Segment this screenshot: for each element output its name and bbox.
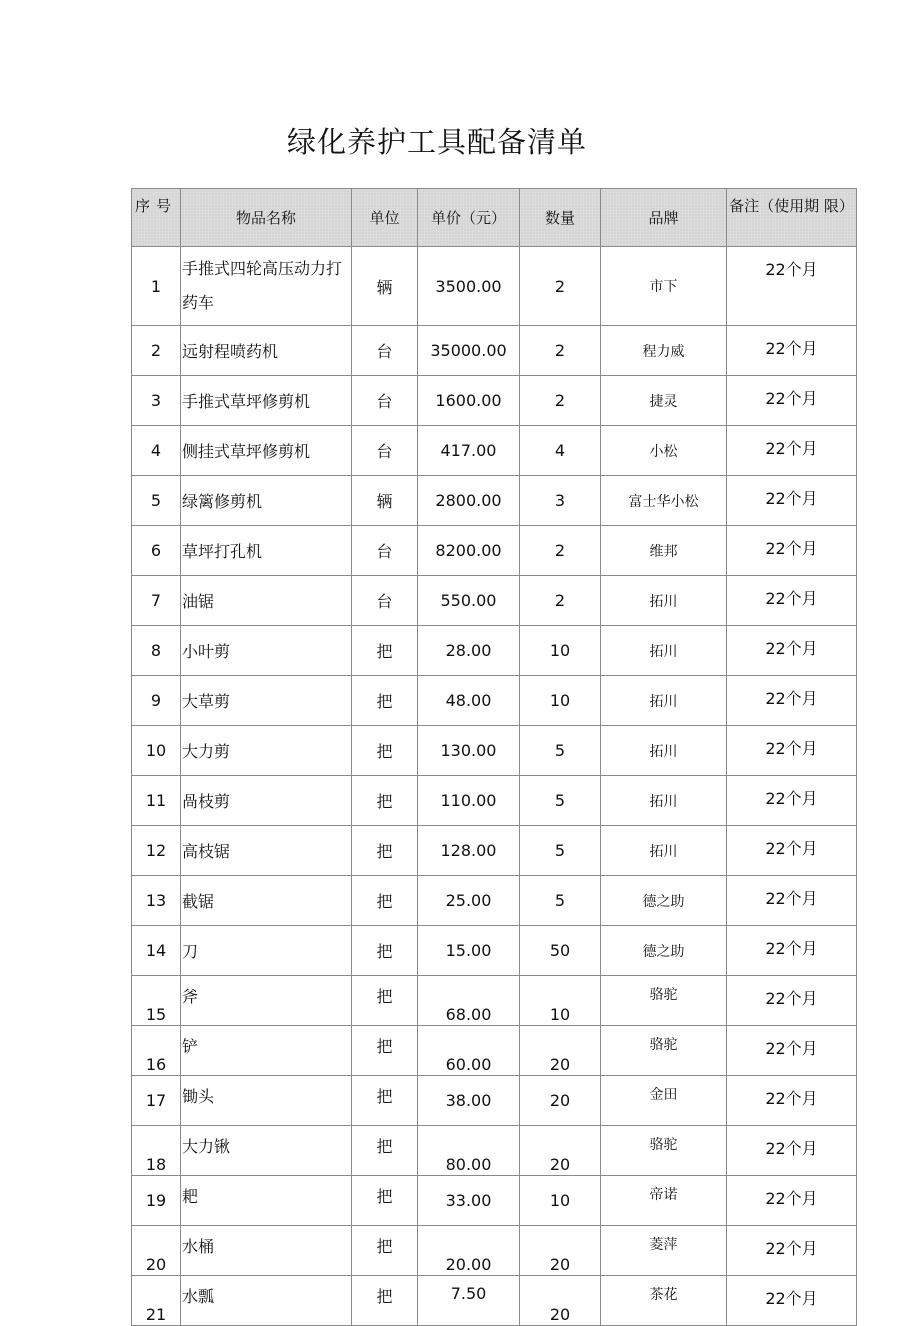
item-note: 22个月 — [727, 576, 857, 626]
page-title: 绿化养护工具配备清单 — [287, 125, 588, 159]
item-name: 斧 — [181, 976, 352, 1026]
table-row — [132, 476, 857, 526]
header-unit: 单位 — [352, 189, 418, 247]
item-quantity: 2 — [520, 376, 601, 426]
row-number: 10 — [132, 726, 181, 776]
item-quantity: 10 — [520, 976, 601, 1026]
item-note: 22个月 — [727, 626, 857, 676]
item-quantity: 20 — [520, 1226, 601, 1276]
item-unit: 把 — [352, 926, 418, 976]
item-quantity: 5 — [520, 826, 601, 876]
table-row — [132, 876, 857, 926]
item-unit: 把 — [352, 1276, 418, 1326]
item-name: 高枝锯 — [181, 826, 352, 876]
row-number: 8 — [132, 626, 181, 676]
table-row — [132, 426, 857, 476]
row-number: 5 — [132, 476, 181, 526]
item-unit: 把 — [352, 826, 418, 876]
item-brand: 维邦 — [601, 526, 727, 576]
item-brand: 金田 — [601, 1076, 727, 1126]
item-quantity: 20 — [520, 1276, 601, 1326]
item-note: 22个月 — [727, 426, 857, 476]
item-name: 手推式草坪修剪机 — [181, 376, 352, 426]
item-unit: 把 — [352, 1076, 418, 1126]
item-price: 3500.00 — [418, 247, 520, 326]
item-price: 1600.00 — [418, 376, 520, 426]
item-name: 侧挂式草坪修剪机 — [181, 426, 352, 476]
item-note: 22个月 — [727, 1276, 857, 1326]
header-seq: 序号 — [132, 189, 181, 247]
item-unit: 把 — [352, 1126, 418, 1176]
row-number: 18 — [132, 1126, 181, 1176]
table-row — [132, 626, 857, 676]
table-row — [132, 1276, 857, 1326]
item-unit: 辆 — [352, 476, 418, 526]
row-number: 11 — [132, 776, 181, 826]
item-name: 锄头 — [181, 1076, 352, 1126]
item-name: 油锯 — [181, 576, 352, 626]
item-note: 22个月 — [727, 976, 857, 1026]
item-unit: 把 — [352, 1176, 418, 1226]
item-quantity: 3 — [520, 476, 601, 526]
table-body — [132, 247, 857, 1326]
item-name: 手推式四轮高压动力打药车 — [181, 247, 352, 326]
item-brand: 骆驼 — [601, 976, 727, 1026]
item-name: 绿篱修剪机 — [181, 476, 352, 526]
item-quantity: 50 — [520, 926, 601, 976]
item-note: 22个月 — [727, 1176, 857, 1226]
table-row — [132, 526, 857, 576]
item-price: 128.00 — [418, 826, 520, 876]
item-price: 60.00 — [418, 1026, 520, 1076]
item-brand: 拓川 — [601, 726, 727, 776]
row-number: 21 — [132, 1276, 181, 1326]
table-row — [132, 826, 857, 876]
item-price: 550.00 — [418, 576, 520, 626]
item-note: 22个月 — [727, 326, 857, 376]
row-number: 19 — [132, 1176, 181, 1226]
table-row — [132, 326, 857, 376]
item-quantity: 5 — [520, 776, 601, 826]
row-number: 9 — [132, 676, 181, 726]
item-brand: 拓川 — [601, 576, 727, 626]
item-brand: 德之助 — [601, 926, 727, 976]
item-name: 大草剪 — [181, 676, 352, 726]
item-price: 7.50 — [418, 1276, 520, 1326]
item-brand: 市下 — [601, 247, 727, 326]
item-price: 2800.00 — [418, 476, 520, 526]
item-name: 远射程喷药机 — [181, 326, 352, 376]
item-brand: 帝诺 — [601, 1176, 727, 1226]
header-brand: 品牌 — [601, 189, 727, 247]
item-quantity: 20 — [520, 1076, 601, 1126]
item-brand: 菱萍 — [601, 1226, 727, 1276]
table-row — [132, 776, 857, 826]
item-note: 22个月 — [727, 376, 857, 426]
item-name: 耙 — [181, 1176, 352, 1226]
item-quantity: 2 — [520, 247, 601, 326]
item-note: 22个月 — [727, 676, 857, 726]
item-price: 25.00 — [418, 876, 520, 926]
row-number: 1 — [132, 247, 181, 326]
table-row — [132, 1226, 857, 1276]
item-price: 48.00 — [418, 676, 520, 726]
item-quantity: 20 — [520, 1126, 601, 1176]
table-row — [132, 1176, 857, 1226]
row-number: 7 — [132, 576, 181, 626]
item-price: 110.00 — [418, 776, 520, 826]
row-number: 3 — [132, 376, 181, 426]
row-number: 12 — [132, 826, 181, 876]
table-row — [132, 976, 857, 1026]
row-number: 15 — [132, 976, 181, 1026]
item-note: 22个月 — [727, 1076, 857, 1126]
item-name: 大力剪 — [181, 726, 352, 776]
item-quantity: 5 — [520, 876, 601, 926]
item-name: 草坪打孔机 — [181, 526, 352, 576]
item-unit: 把 — [352, 676, 418, 726]
item-name: 大力锹 — [181, 1126, 352, 1176]
item-name: 咼枝剪 — [181, 776, 352, 826]
item-note: 22个月 — [727, 876, 857, 926]
item-quantity: 5 — [520, 726, 601, 776]
row-number: 20 — [132, 1226, 181, 1276]
item-brand: 茶花 — [601, 1276, 727, 1326]
item-quantity: 10 — [520, 676, 601, 726]
row-number: 6 — [132, 526, 181, 576]
header-price: 单价（元） — [418, 189, 520, 247]
row-number: 16 — [132, 1026, 181, 1076]
item-name: 小叶剪 — [181, 626, 352, 676]
item-price: 35000.00 — [418, 326, 520, 376]
item-brand: 小松 — [601, 426, 727, 476]
item-unit: 把 — [352, 1226, 418, 1276]
item-price: 80.00 — [418, 1126, 520, 1176]
item-brand: 拓川 — [601, 676, 727, 726]
table-row — [132, 1026, 857, 1076]
table-row — [132, 1126, 857, 1176]
table-row — [132, 247, 857, 326]
item-note: 22个月 — [727, 247, 857, 326]
table-row — [132, 1076, 857, 1126]
item-name: 水瓢 — [181, 1276, 352, 1326]
item-price: 8200.00 — [418, 526, 520, 576]
table-header-row — [132, 189, 857, 247]
row-number: 14 — [132, 926, 181, 976]
item-brand: 拓川 — [601, 776, 727, 826]
item-unit: 台 — [352, 426, 418, 476]
item-unit: 台 — [352, 326, 418, 376]
item-price: 38.00 — [418, 1076, 520, 1126]
item-quantity: 20 — [520, 1026, 601, 1076]
item-unit: 把 — [352, 1026, 418, 1076]
item-brand: 德之助 — [601, 876, 727, 926]
table-row — [132, 676, 857, 726]
item-brand: 骆驼 — [601, 1026, 727, 1076]
item-unit: 台 — [352, 576, 418, 626]
table-row — [132, 576, 857, 626]
item-brand: 拓川 — [601, 826, 727, 876]
item-price: 20.00 — [418, 1226, 520, 1276]
header-qty: 数量 — [520, 189, 601, 247]
item-note: 22个月 — [727, 526, 857, 576]
row-number: 4 — [132, 426, 181, 476]
item-price: 15.00 — [418, 926, 520, 976]
item-note: 22个月 — [727, 476, 857, 526]
table-row — [132, 926, 857, 976]
item-unit: 把 — [352, 976, 418, 1026]
item-note: 22个月 — [727, 1026, 857, 1076]
item-price: 33.00 — [418, 1176, 520, 1226]
header-name: 物品名称 — [181, 189, 352, 247]
item-note: 22个月 — [727, 1226, 857, 1276]
header-note: 备注（使用期 限） — [727, 189, 857, 247]
item-brand: 骆驼 — [601, 1126, 727, 1176]
item-note: 22个月 — [727, 926, 857, 976]
item-name: 刀 — [181, 926, 352, 976]
item-name: 铲 — [181, 1026, 352, 1076]
item-name: 水桶 — [181, 1226, 352, 1276]
item-quantity: 2 — [520, 526, 601, 576]
table-row — [132, 726, 857, 776]
table-row — [132, 376, 857, 426]
item-quantity: 4 — [520, 426, 601, 476]
item-unit: 台 — [352, 376, 418, 426]
item-price: 68.00 — [418, 976, 520, 1026]
item-note: 22个月 — [727, 776, 857, 826]
item-brand: 富士华小松 — [601, 476, 727, 526]
item-quantity: 10 — [520, 626, 601, 676]
item-note: 22个月 — [727, 1126, 857, 1176]
item-unit: 辆 — [352, 247, 418, 326]
item-brand: 拓川 — [601, 626, 727, 676]
row-number: 2 — [132, 326, 181, 376]
item-unit: 把 — [352, 626, 418, 676]
item-brand: 程力威 — [601, 326, 727, 376]
item-brand: 捷灵 — [601, 376, 727, 426]
row-number: 17 — [132, 1076, 181, 1126]
row-number: 13 — [132, 876, 181, 926]
item-unit: 台 — [352, 526, 418, 576]
item-unit: 把 — [352, 876, 418, 926]
item-quantity: 2 — [520, 576, 601, 626]
item-quantity: 2 — [520, 326, 601, 376]
item-note: 22个月 — [727, 826, 857, 876]
item-unit: 把 — [352, 726, 418, 776]
item-name: 截锯 — [181, 876, 352, 926]
item-note: 22个月 — [727, 726, 857, 776]
item-price: 130.00 — [418, 726, 520, 776]
item-price: 417.00 — [418, 426, 520, 476]
equipment-table — [131, 188, 857, 1326]
item-price: 28.00 — [418, 626, 520, 676]
item-quantity: 10 — [520, 1176, 601, 1226]
item-unit: 把 — [352, 776, 418, 826]
